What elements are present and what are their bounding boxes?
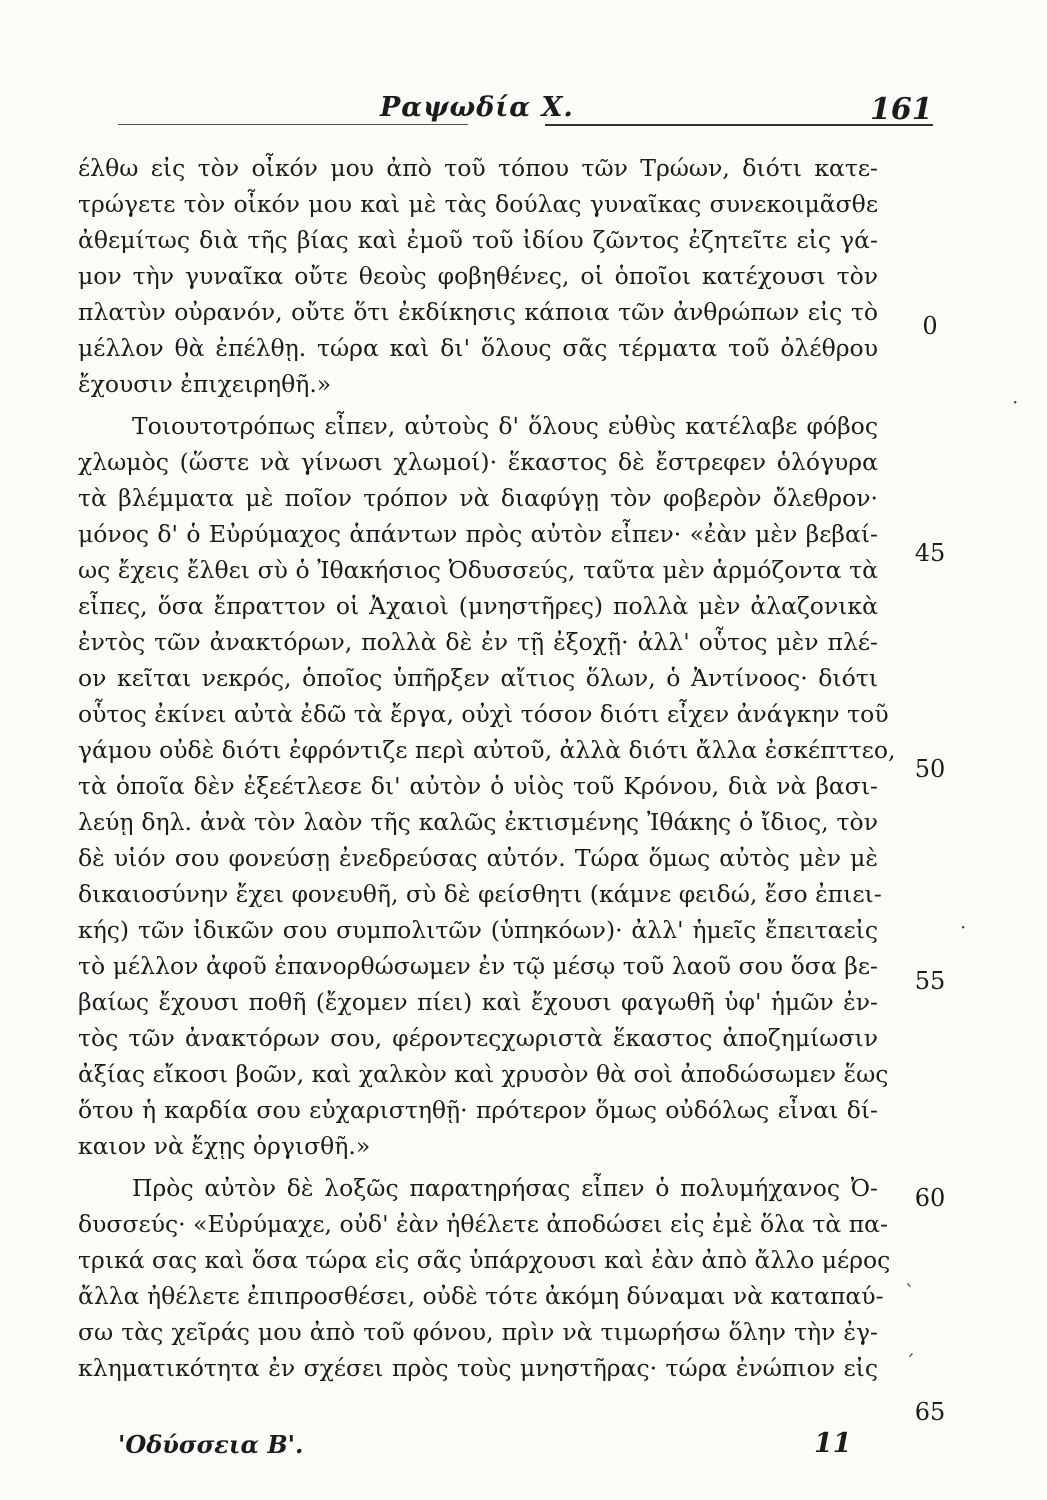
text-line: εἶπες, ὅσα ἔπραττον οἱ Ἀχαιοὶ (μνηστῆρες) πολλὰ μὲν ἀλαζονικὰ xyxy=(78,592,878,620)
text-line: έλθω εἰς τὸν οἶκόν μου ἀπὸ τοῦ τόπου τῶν Τρώων, διότι κατε- xyxy=(78,154,878,182)
text-line: δικαιοσύνην ἔχει φονευθῆ, σὺ δὲ φείσθητι (κάμνε φειδώ, ἔσο ἐπιει- xyxy=(78,880,882,908)
text-line: τὰ ὁποῖα δὲν ἐξεέτλεσε δι' αὐτὸν ὁ υἱὸς τοῦ Κρόνου, διὰ νὰ βασι- xyxy=(78,772,878,800)
text-line: Πρὸς αὐτὸν δὲ λοξῶς παρατηρήσας εἶπεν ὁ πολυμήχανος Ὀ- xyxy=(132,1174,878,1202)
text-line: ἐντὸς τῶν ἀνακτόρων, πολλὰ δὲ ἐν τῇ ἐξοχῇ· ἀλλ' οὗτος μὲν πλέ- xyxy=(78,628,878,656)
text-line: ὅτου ἡ καρδία σου εὐχαριστηθῇ· πρότερον ὅμως οὐδόλως εἶναι δί- xyxy=(78,1096,878,1124)
text-line: ἀθεμίτως διὰ τῆς βίας καὶ ἐμοῦ τοῦ ἰδίου ζῶντος ἐζητεῖτε εἰς γά- xyxy=(78,226,878,254)
text-line: τρώγετε τὸν οἶκόν μου καὶ μὲ τὰς δούλας γυναῖκας συνεκοιμᾶσθε xyxy=(78,190,878,218)
text-line: τὸς τῶν ἀνακτόρων σου, φέροντεςχωριστὰ ἕκαστος ἀποζημίωσιν xyxy=(78,1024,878,1052)
verse-number: 65 xyxy=(914,1398,946,1426)
margin-speck: · xyxy=(1012,390,1019,414)
text-line: κής) τῶν ἰδικῶν σου συμπολιτῶν (ὑπηκόων)· ἀλλ' ἡμεῖς ἔπειταεἰς xyxy=(78,916,878,944)
text-line: πλατὺν οὐρανόν, οὔτε ὅτι ἐκδίκησις κάποια τῶν ἀνθρώπων εἰς τὸ xyxy=(78,298,878,326)
text-line: μόνος δ' ὁ Εὐρύμαχος ἁπάντων πρὸς αὐτὸν εἶπεν· «ἐὰν μὲν βεβαί- xyxy=(78,520,878,548)
verse-number: 45 xyxy=(914,539,946,567)
verse-number: 50 xyxy=(914,755,946,783)
header-rule-left xyxy=(118,124,468,125)
text-line: κληματικότητα ἐν σχέσει πρὸς τοὺς μνηστῆρας· τώρα ἐνώπιον εἰς xyxy=(78,1354,878,1382)
verse-number: 60 xyxy=(914,1184,946,1212)
text-line: οὗτος ἐκίνει αὐτὰ ἐδῶ τὰ ἔργα, οὐχὶ τόσον διότι εἶχεν ἀνάγκην τοῦ xyxy=(78,700,889,728)
text-line: καιον νὰ ἔχῃς ὀργισθῆ.» xyxy=(78,1132,371,1160)
text-line: ως ἔχεις ἔλθει σὺ ὁ Ἰθακήσιος Ὀδυσσεύς, ταῦτα μὲν ἁρμόζοντα τὰ xyxy=(78,556,878,584)
margin-speck: ˊ xyxy=(905,1350,915,1374)
margin-speck: · xyxy=(960,915,967,939)
text-line: γάμου οὐδὲ διότι ἐφρόντιζε περὶ αὐτοῦ, ἀλλὰ διότι ἄλλα ἐσκέπττεο, xyxy=(78,736,896,764)
text-line: σω τὰς χεῖράς μου ἀπὸ τοῦ φόνου, πρὶν νὰ τιμωρήσω ὅλην τὴν ἐγ- xyxy=(78,1318,878,1346)
printer-signature: 'Οδύσσεια Β'. xyxy=(118,1430,304,1459)
text-line: λεύῃ δηλ. ἀνὰ τὸν λαὸν τῆς καλῶς ἐκτισμένης Ἰθάκης ὁ ἴδιος, τὸν xyxy=(78,808,878,836)
margin-speck: ˋ xyxy=(905,1280,915,1304)
text-line: ἔχουσιν ἐπιχειρηθῆ.» xyxy=(78,370,332,398)
verse-number: 55 xyxy=(914,967,946,995)
text-line: τρικά σας καὶ ὅσα τώρα εἰς σᾶς ὑπάρχουσι καὶ ἐὰν ἀπὸ ἄλλο μέρος xyxy=(78,1246,891,1274)
text-line: τὸ μέλλον ἀφοῦ ἐπανορθώσωμεν ἐν τῷ μέσῳ τοῦ λαοῦ σου ὅσα βε- xyxy=(78,952,878,980)
page-header-title: Ραψωδία Χ. xyxy=(380,92,574,123)
text-line: δυσσεύς· «Εὐρύμαχε, οὐδ' ἐὰν ἠθέλετε ἀποδώσει εἰς ἐμὲ ὅλα τὰ πα- xyxy=(78,1210,888,1238)
text-line: ἀξίας εἴκοσι βοῶν, καὶ χαλκὸν καὶ χρυσὸν θὰ σοὶ ἀποδώσωμεν ἕως xyxy=(78,1060,889,1088)
text-line: χλωμὸς (ὥστε νὰ γίνωσι χλωμοί)· ἕκαστος δὲ ἔστρεφεν ὁλόγυρα xyxy=(78,448,878,476)
verse-number: 0 xyxy=(922,312,938,340)
sheet-number: 11 xyxy=(814,1428,852,1459)
text-line: μον τὴν γυναῖκα οὔτε θεοὺς φοβηθένες, οἱ ὁποῖοι κατέχουσι τὸν xyxy=(78,262,878,290)
text-line: ἄλλα ἠθέλετε ἐπιπροσθέσει, οὐδὲ τότε ἀκόμη δύναμαι νὰ καταπαύ- xyxy=(78,1282,884,1310)
header-rule-right xyxy=(545,124,933,126)
text-line: δὲ υἱόν σου φονεύσῃ ἐνεδρεύσας αὐτόν. Τώρα ὅμως αὐτὸς μὲν μὲ xyxy=(78,844,878,872)
text-line: βαίως ἔχουσι ποθῆ (ἔχομεν πίει) καὶ ἔχουσι φαγωθῆ ὑφ' ἡμῶν ἐν- xyxy=(78,988,878,1016)
text-line: Τοιουτοτρόπως εἶπεν, αὐτοὺς δ' ὅλους εὐθὺς κατέλαβε φόβος xyxy=(132,412,878,440)
page-number: 161 xyxy=(870,92,933,127)
text-line: μέλλον θὰ ἐπέλθῃ. τώρα καὶ δι' ὅλους σᾶς τέρματα τοῦ ὀλέθρου xyxy=(78,334,878,362)
text-line: τὰ βλέμματα μὲ ποῖον τρόπον νὰ διαφύγῃ τὸν φοβερὸν ὄλεθρον· xyxy=(78,484,878,512)
text-line: ον κεῖται νεκρός, ὁποῖος ὑπῆρξεν αἴτιος ὅλων, ὁ Ἀντίνοος· διότι xyxy=(78,664,878,692)
